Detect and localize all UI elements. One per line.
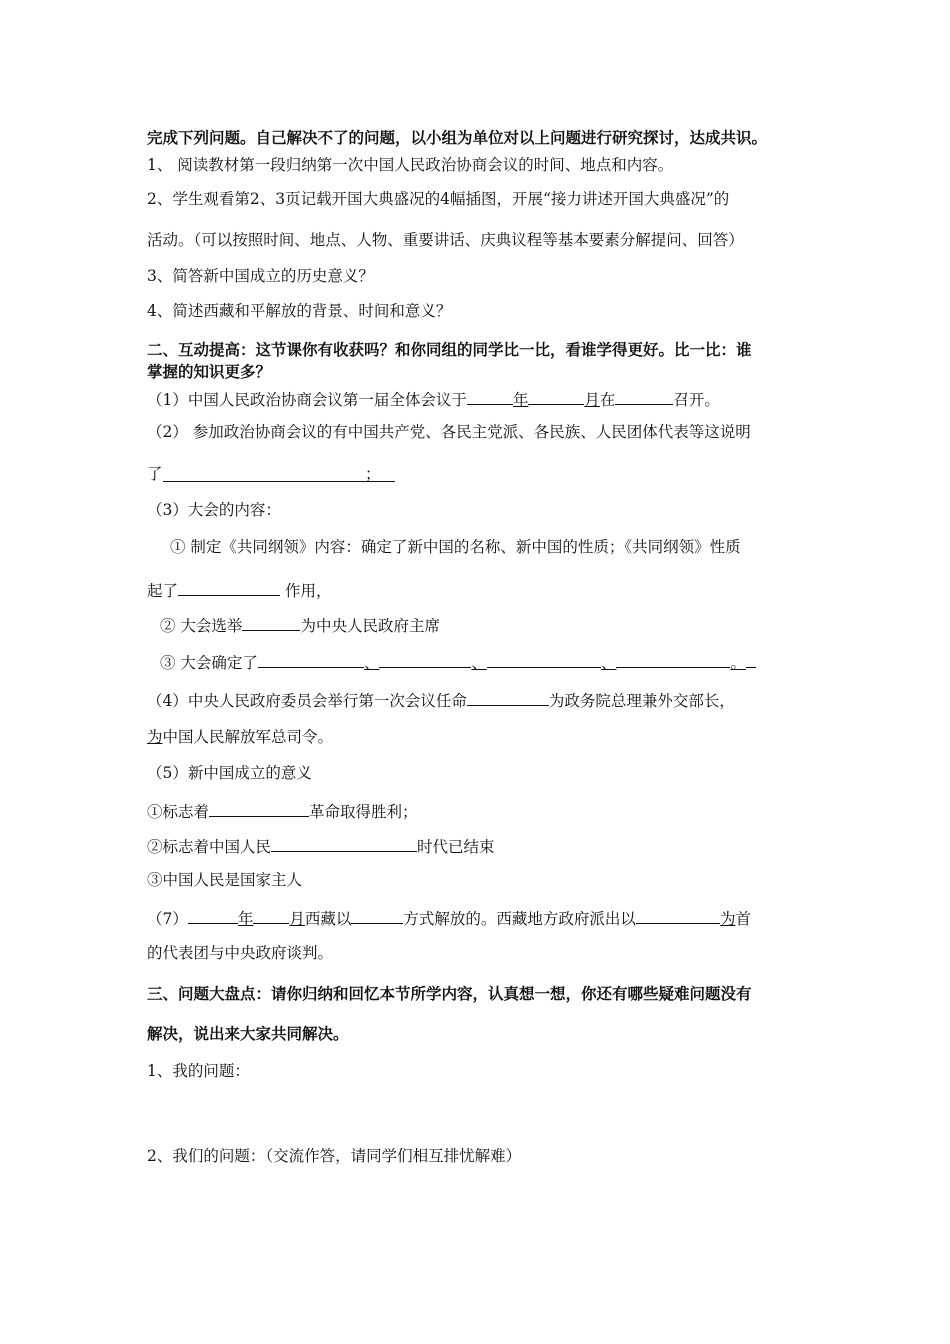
q7-shou: 首 — [735, 910, 751, 928]
q1-month-blank[interactable] — [528, 387, 584, 405]
q3-item2-blank[interactable] — [242, 613, 300, 631]
question-2-line2 — [147, 464, 395, 484]
q7-prefix: （7） — [147, 910, 188, 928]
question-4-line2 — [147, 727, 333, 747]
q3-item1-line2 — [147, 578, 331, 601]
q3-item3-blank-1[interactable] — [258, 650, 364, 668]
q5-item1-prefix: ①标志着 — [147, 803, 210, 821]
q3-item3-sep-3: 、 — [600, 654, 617, 672]
task-2-line1: 2、学生观看第2、3页记载开国大典盛况的4幅插图，开展“接力讲述开国大典盛况”的 — [147, 190, 730, 208]
q5-item2-blank[interactable] — [271, 834, 417, 852]
q5-item1-blank[interactable] — [209, 799, 309, 817]
q1-year-blank[interactable] — [467, 387, 513, 405]
question-1 — [147, 387, 720, 410]
q3-item3-prefix: ③ 大会确定了 — [160, 654, 258, 672]
question-3: （3）大会的内容： — [147, 501, 281, 519]
task-1: 1、 阅读教材第一段归纳第一次中国人民政治协商会议的时间、地点和内容。 — [147, 156, 674, 174]
q4-rest: 中国人民解放军总司令。 — [162, 728, 334, 746]
q7-year-blank[interactable] — [188, 906, 238, 924]
q3-item2 — [160, 613, 440, 636]
q3-item3-blank-2[interactable] — [379, 650, 471, 668]
q4-prefix: （4）中央人民政府委员会举行第一次会议任命 — [147, 692, 467, 710]
q3-item3 — [160, 650, 756, 673]
question-7-line2: 的代表团与中央政府谈判。 — [147, 944, 334, 962]
task-4: 4、简述西藏和平解放的背景、时间和意义？ — [147, 302, 452, 320]
q3-item2-prefix: ② 大会选举 — [160, 617, 243, 635]
q7-month-label: 月 — [289, 910, 305, 928]
section2-title-line2: 掌握的知识更多？ — [147, 363, 272, 381]
question-5: （5）新中国成立的意义 — [147, 764, 312, 782]
q3-item1-suffix: 作用， — [280, 582, 332, 600]
task-3: 3、简答新中国成立的历史意义？ — [147, 267, 374, 285]
our-question: 2、我们的问题：（交流作答，请同学们相互排忧解难） — [147, 1147, 522, 1165]
question-4-line1 — [147, 688, 735, 711]
q7-way-prefix: 西藏以 — [304, 910, 352, 928]
q7-year-label: 年 — [237, 910, 254, 928]
question-2-line1: （2） 参加政治协商会议的有中国共产党、各民主党派、各民族、人民团体代表等这说明 — [147, 423, 751, 441]
q4-wei: 为 — [147, 728, 163, 746]
q1-text: （1）中国人民政治协商会议第一届全体会议于 — [147, 391, 467, 409]
q3-item2-suffix: 为中央人民政府主席 — [300, 617, 440, 635]
q3-item3-sep-1: 、 — [363, 654, 380, 672]
q3-item1-line1: ① 制定《共同纲领》内容：确定了新中国的名称、新中国的性质；《共同纲领》性质 — [170, 538, 741, 556]
q1-year-label: 年 — [512, 391, 529, 409]
q3-item1-blank[interactable] — [178, 578, 280, 596]
q2-semicolon: ； — [365, 465, 381, 483]
q1-month-label: 月 — [584, 391, 600, 409]
task-2-line2: 活动。（可以按照时间、地点、人物、重要讲话、庆典议程等基本要素分解提问、回答） — [147, 231, 744, 249]
q5-item1-suffix: 革命取得胜利； — [309, 803, 418, 821]
q2-blank[interactable] — [163, 464, 395, 482]
q7-month-blank[interactable] — [253, 906, 289, 924]
q7-wei: 为 — [719, 910, 736, 928]
my-question: 1、我的问题： — [147, 1062, 250, 1080]
q3-item3-tail — [746, 650, 756, 668]
q1-at: 在 — [599, 391, 616, 409]
section3-title-line2: 解决，说出来大家共同解决。 — [147, 1025, 349, 1043]
q3-item1-prefix: 起了 — [147, 582, 179, 600]
q5-item3: ③中国人民是国家主人 — [147, 871, 303, 889]
q5-item2 — [147, 834, 495, 857]
section2-title-line1: 二、互动提高：这节课你有收获吗？和你同组的同学比一比，看谁学得更好。比一比：谁 — [147, 341, 752, 359]
intro-heading: 完成下列问题。自己解决不了的问题，以小组为单位对以上问题进行研究探讨，达成共识。 — [147, 129, 768, 147]
q3-item3-blank-3[interactable] — [487, 650, 601, 668]
q3-item3-end: 。 — [730, 654, 746, 672]
q2-prefix: 了 — [147, 465, 163, 483]
q3-item3-blank-4[interactable] — [616, 650, 730, 668]
q1-end: 召开。 — [673, 391, 720, 409]
q4-suffix: 为政务院总理兼外交部长， — [548, 692, 735, 710]
q5-item1 — [147, 799, 418, 822]
q7-leader-blank[interactable] — [636, 906, 720, 924]
q5-item2-suffix: 时代已结束 — [417, 838, 495, 856]
q5-item2-prefix: ②标志着中国人民 — [147, 838, 272, 856]
q7-way-blank[interactable] — [351, 906, 403, 924]
q4-blank[interactable] — [467, 688, 549, 706]
question-7-line1 — [147, 906, 751, 929]
q7-middle: 方式解放的。西藏地方政府派出以 — [403, 910, 636, 928]
q1-place-blank[interactable] — [615, 387, 673, 405]
section3-title-line1: 三、问题大盘点：请你归纳和回忆本节所学内容，认真想一想，你还有哪些疑难问题没有 — [147, 985, 752, 1003]
q3-item3-sep-2: 、 — [471, 654, 487, 672]
